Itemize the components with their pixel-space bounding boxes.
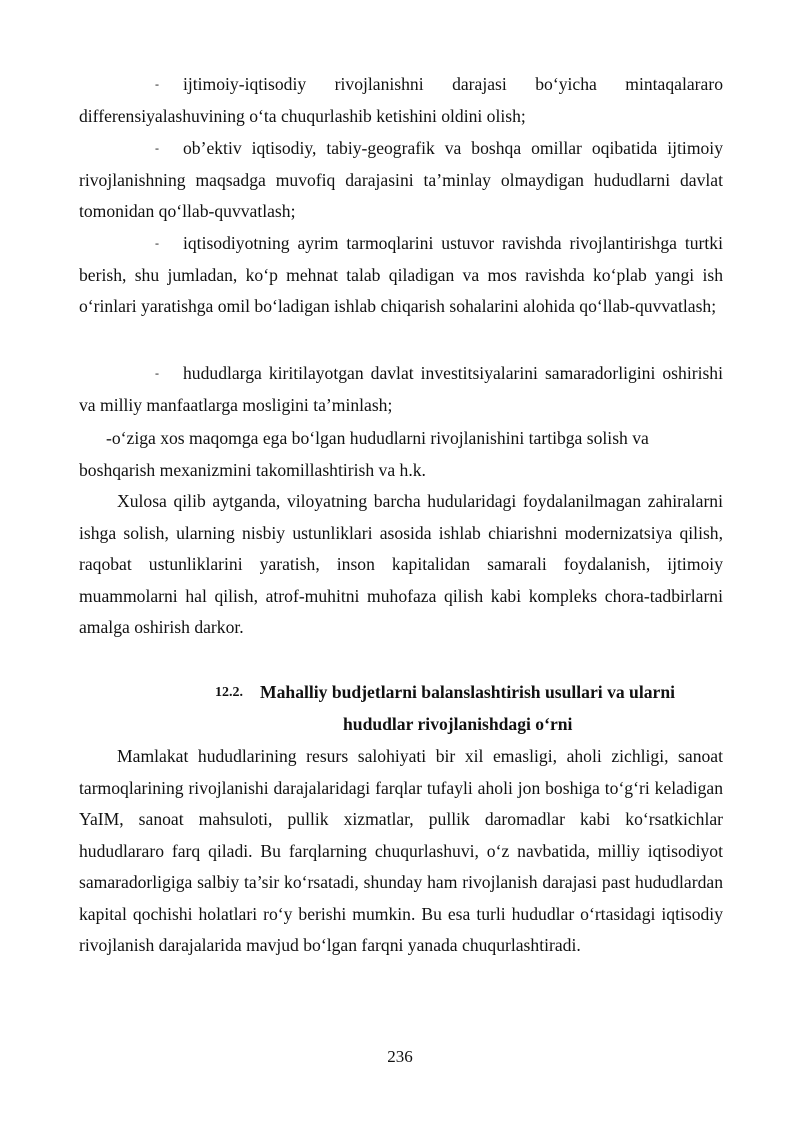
page-number: 236 — [387, 1047, 413, 1066]
bullet-paragraph-2 — [79, 133, 723, 228]
bullet-paragraph-3 — [79, 228, 723, 323]
bullet-dash: - — [155, 236, 159, 250]
section-title-line-1: Mahalliy budjetlarni balanslashtirish usullari va ularni — [260, 682, 676, 702]
section-title-line-2: hududlar rivojlanishdagi o‘rni — [343, 713, 573, 734]
bullet-dash: - — [155, 77, 159, 91]
bullet-paragraph-1 — [79, 69, 723, 132]
conclusion-paragraph: Xulosa qilib aytganda, viloyatning barcha hudularidagi foydalanilmagan zahiralarni ishga solish, ularning nisbiy ustunliklari asosida ishlab chiarishni modernizatsiya qilish, raqobat ustunliklarini yaratish, inson kapitalidan samarali foydalanish, ijtimoiy muammolarni hal qilish, atrof-muhitni muhofaza qilish kabi kompleks chora-tadbirlarni amalga oshirish darkor. — [79, 491, 723, 637]
bullet-paragraph-5: -o‘ziga xos maqomga ega bo‘lgan hududlarni rivojlanishini tartibga solish va boshqarish mexanizmini takomillashtirish va h.k. — [79, 428, 649, 480]
bullet-text-3: iqtisodiyotning ayrim tarmoqlarini ustuvor ravishda rivojlantirishga turtki berish, shu jumladan, ko‘p mehnat talab qiladigan va mos ravishda ko‘plab yangi ish o‘rinlari yaratishga omil bo‘ladigan ishlab chiqarish sohalarini alohida qo‘llab-quvvatlash; — [79, 233, 723, 316]
bullet-dash: - — [155, 366, 159, 380]
bullet-text-4: hududlarga kiritilayotgan davlat investitsiyalarini samaradorligini oshirishi va milliy manfaatlarga mosligini ta’minlash; — [79, 363, 723, 415]
bullet-dash: - — [155, 141, 159, 155]
bullet-text-1: ijtimoiy-iqtisodiy rivojlanishni darajasi bo‘yicha mintaqalararo differensiyalashuvining o‘ta chuqurlashib ketishini oldini olish; — [79, 74, 723, 126]
body-paragraph: Mamlakat hududlarining resurs salohiyati bir xil emasligi, aholi zichligi, sanoat tarmoqlarining rivojlanishi darajalaridagi farqlar tufayli aholi jon boshiga to‘g‘ri keladigan YaIM, sanoat mahsuloti, pullik xizmatlar, pullik daromadlar kabi ko‘rsatkichlar hududlararo farq qiladi. Bu farqlarning chuqurlashuvi, o‘z navbatida, milliy iqtisodiyot samaradorligiga salbiy ta’sir ko‘rsatadi, shunday ham rivojlanish darajasi past hududlardan kapital qochishi holatlari ro‘y berishi mumkin. Bu esa turli hududlar o‘rtasidagi iqtisodiy rivojlanish darajalarida mavjud bo‘lgan farqni yanada chuqurlashtiradi. — [79, 746, 723, 955]
bullet-text-2: ob’ektiv iqtisodiy, tabiy-geografik va boshqa omillar oqibatida ijtimoiy rivojlanishning maqsadga muvofiq darajasini ta’minlay olmaydigan hududlarni davlat tomonidan qo‘llab-quvvatlash; — [79, 138, 723, 221]
bullet-paragraph-4 — [79, 358, 723, 421]
section-number: 12.2. — [215, 685, 243, 700]
